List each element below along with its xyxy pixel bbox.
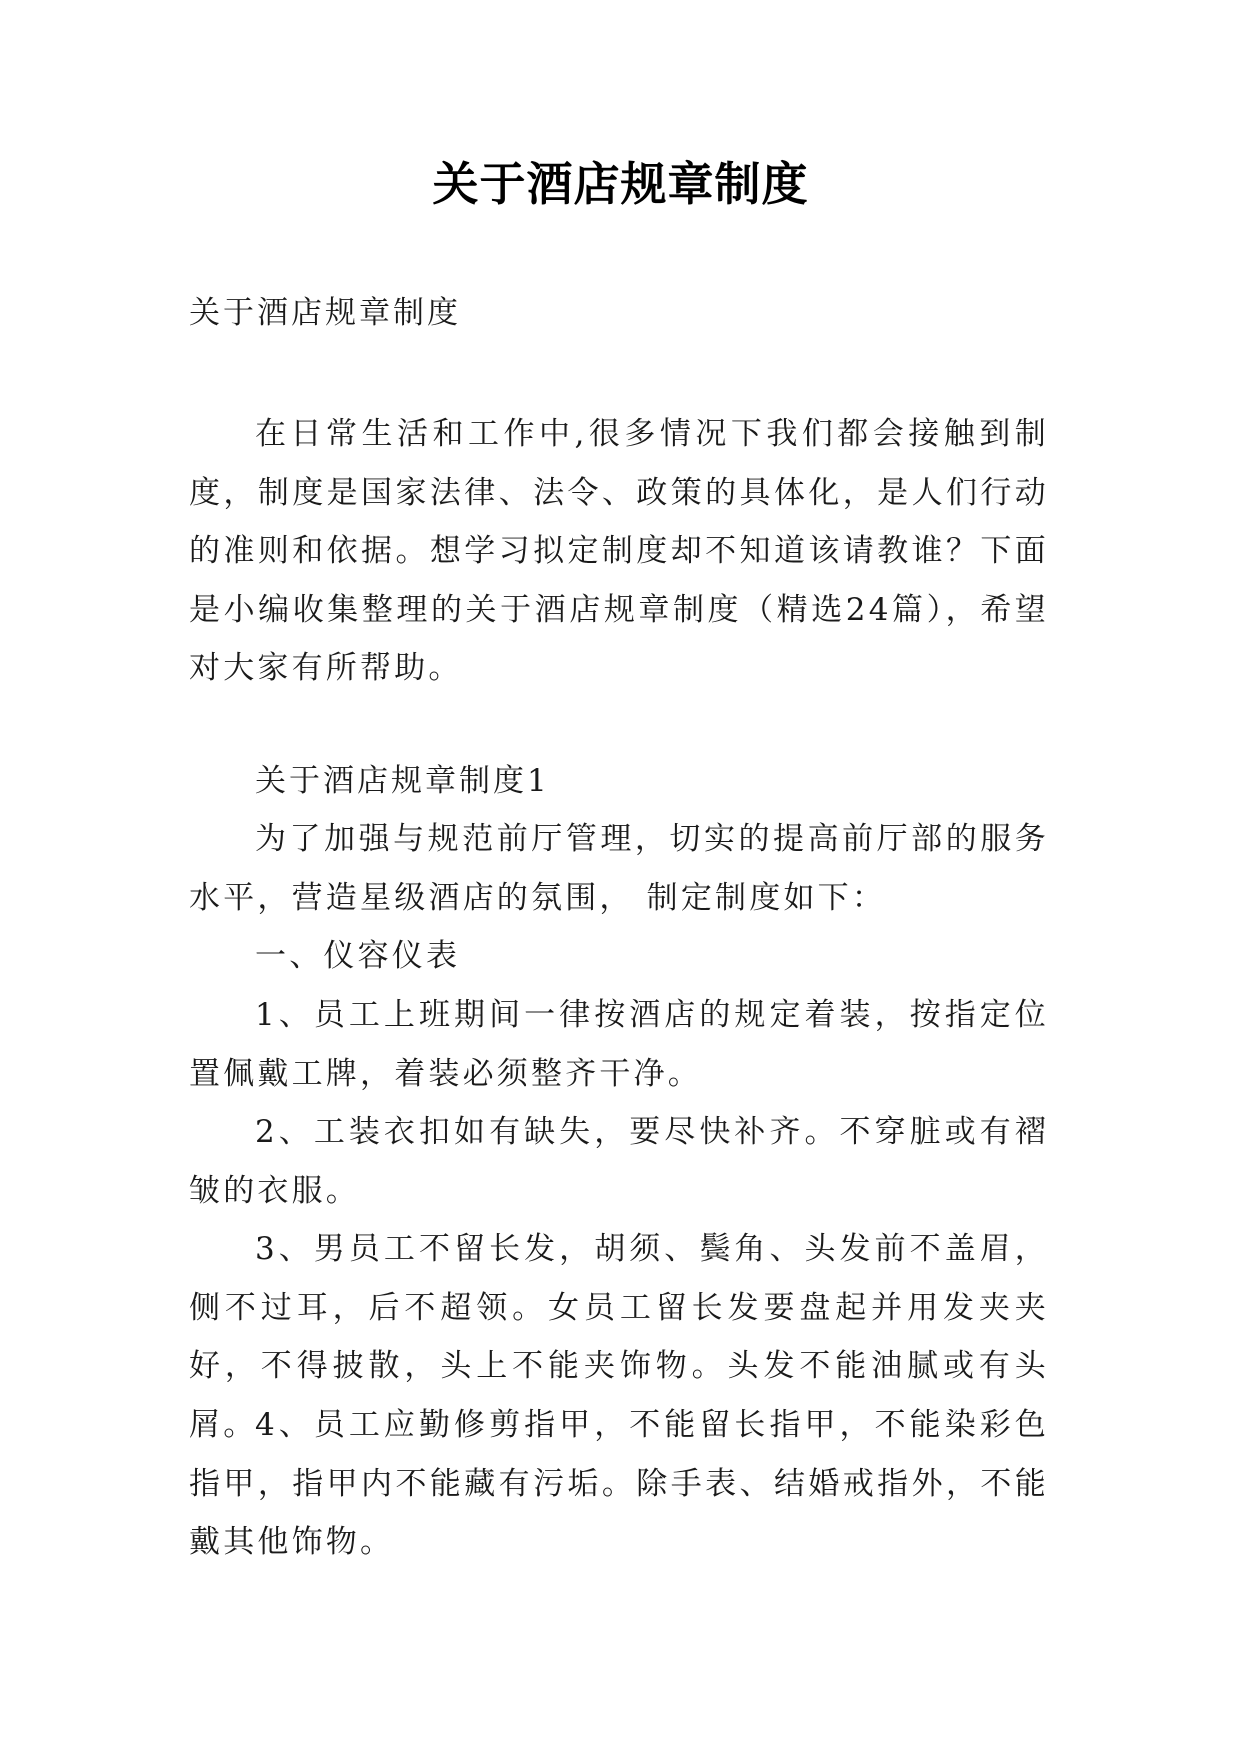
appearance-heading: 一、仪容仪表 — [255, 938, 461, 974]
rule-item-2: 2、工装衣扣如有缺失，要尽快补齐。不穿脏或有褶皱的衣服。 — [189, 1114, 1049, 1209]
section-intro-paragraph: 为了加强与规范前厅管理，切实的提高前厅部的服务水平，营造星级酒店的氛围， 制定制度如下： — [189, 821, 1049, 916]
rule-item-1: 1、员工上班期间一律按酒店的规定着装，按指定位置佩戴工牌，着装必须整齐干净。 — [189, 997, 1049, 1092]
rule-item-4: 4、员工应勤修剪指甲，不能留长指甲，不能染彩色指甲，指甲内不能藏有污垢。除手表、结婚戒指外，不能戴其他饰物。 — [189, 1407, 1049, 1560]
section-heading: 关于酒店规章制度1 — [255, 763, 550, 799]
document-title: 关于酒店规章制度 — [432, 157, 809, 211]
intro-paragraph: 在日常生活和工作中,很多情况下我们都会接触到制度，制度是国家法律、法令、政策的具体化，是人们行动的准则和依据。想学习拟定制度却不知道该请教谁？下面是小编收集整理的关于酒店规章制度（精选24篇），希望对大家有所帮助。 — [189, 416, 1049, 686]
document-subtitle: 关于酒店规章制度 — [189, 295, 461, 331]
rule-item-3: 3、男员工不留长发，胡须、鬓角、头发前不盖眉，侧不过耳，后不超领。女员工留长发要盘起并用发夹夹好，不得披散，头上不能夹饰物。头发不能油腻或有头屑。 — [189, 1231, 1049, 1443]
